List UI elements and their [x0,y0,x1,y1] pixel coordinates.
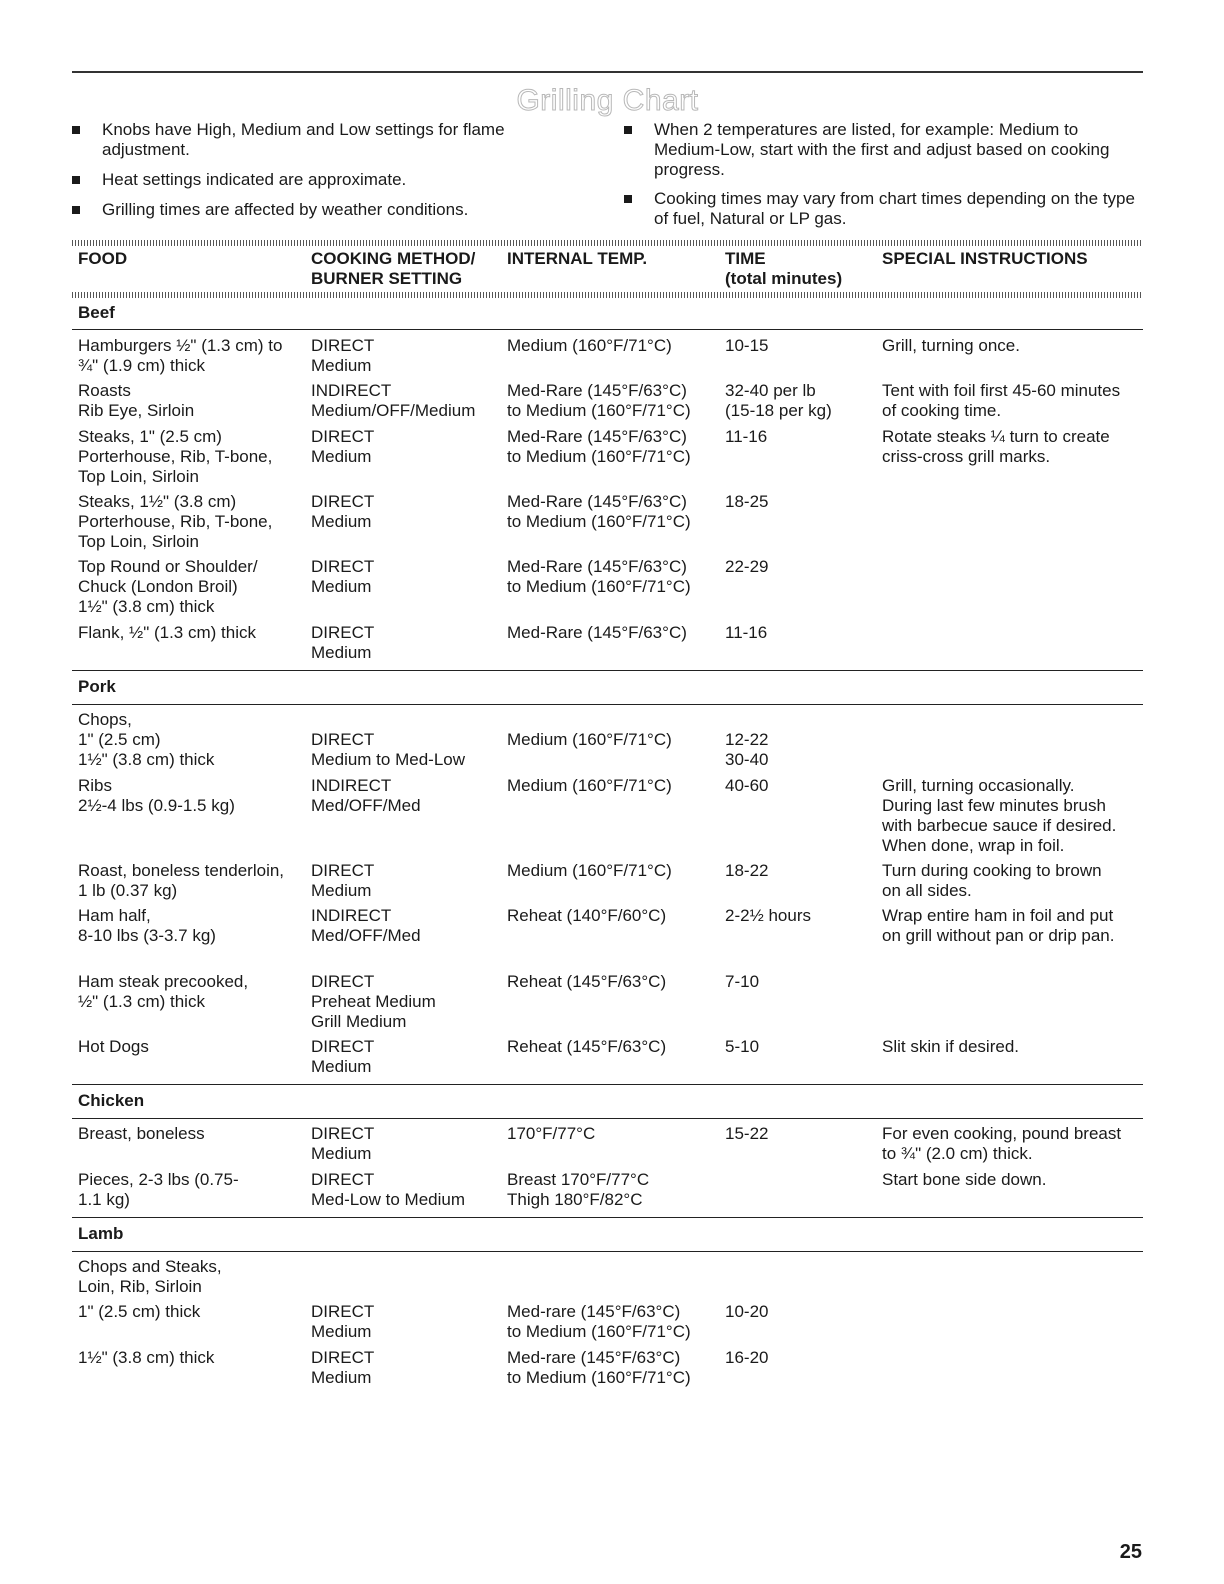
note-item [72,200,542,220]
cell-food: Breast, boneless [78,1124,205,1143]
category-rule [72,329,1143,330]
chart-title: Grilling Chart [516,84,699,117]
cell-temp: Reheat (145°F/63°C) [507,1037,667,1056]
bullet-icon [72,126,80,134]
cell-food: Hamburgers ½" (1.3 cm) to ¾" (1.9 cm) thick [78,336,283,375]
cell-method: INDIRECT Medium/OFF/Medium [311,381,476,420]
category-label: Chicken [78,1091,145,1110]
notes-right [624,120,1143,239]
cell-method: DIRECT Preheat Medium Grill Medium [311,972,436,1031]
cell-time: 18-22 [725,861,769,880]
table-header [72,249,1143,291]
cell-food: Top Round or Shoulder/ Chuck (London Broil) 1½" (3.8 cm) thick [78,557,258,616]
cell-time: 40-60 [725,776,769,795]
notes-left [72,120,542,230]
cell-time: 10-20 [725,1302,769,1321]
hatch-divider-top [72,240,1143,246]
category-chicken [72,1088,1143,1114]
cell-temp: Breast 170°F/77°C Thigh 180°F/82°C [507,1170,650,1209]
cell-temp: Medium (160°F/71°C) [507,861,672,880]
cell-instructions: For even cooking, pound breast to ¾" (2.0 cm) thick. [882,1124,1122,1163]
cell-instructions: Grill, turning once. [882,336,1020,355]
cell-food: 1½" (3.8 cm) thick [78,1348,215,1367]
cell-instructions: Slit skin if desired. [882,1037,1019,1056]
note-text: Grilling times are affected by weather conditions. [102,200,469,219]
cell-food: Hot Dogs [78,1037,149,1056]
cell-temp: Medium (160°F/71°C) [507,730,672,749]
bullet-icon [72,206,80,214]
cell-instructions: Turn during cooking to brown on all sides. [882,861,1102,900]
cell-method: DIRECT Medium [311,492,375,531]
cell-food: Steaks, 1½" (3.8 cm) Porterhouse, Rib, T-bone, Top Loin, Sirloin [78,492,273,551]
cell-temp: Med-rare (145°F/63°C) to Medium (160°F/71°C) [507,1348,691,1387]
header-temp: INTERNAL TEMP. [507,249,648,268]
cell-method: DIRECT Medium to Med-Low [311,730,466,769]
note-item [624,189,1143,229]
cell-food: Roasts Rib Eye, Sirloin [78,381,195,420]
cell-method: DIRECT Medium [311,861,375,900]
cell-temp: Medium (160°F/71°C) [507,336,672,355]
cell-instructions: Start bone side down. [882,1170,1047,1189]
cell-method: DIRECT Medium [311,1037,375,1076]
cell-time: 7-10 [725,972,760,991]
cell-instructions: Wrap entire ham in foil and put on grill without pan or drip pan. [882,906,1115,945]
cell-food: Chops, 1" (2.5 cm) 1½" (3.8 cm) thick [78,710,215,769]
bullet-icon [72,176,80,184]
cell-instructions: Grill, turning occasionally. During last few minutes brush with barbecue sauce if desired. When done, wrap in foil. [882,776,1117,855]
cell-time: 18-25 [725,492,769,511]
cell-method: DIRECT Med-Low to Medium [311,1170,466,1209]
note-text: Knobs have High, Medium and Low settings for flame adjustment. [102,120,505,159]
category-rule [72,1217,1143,1218]
cell-time: 5-10 [725,1037,760,1056]
cell-time: 11-16 [725,427,768,446]
header-method: COOKING METHOD/ BURNER SETTING [311,249,476,288]
cell-temp: Med-Rare (145°F/63°C) to Medium (160°F/71°C) [507,427,691,466]
note-text: Cooking times may vary from chart times depending on the type of fuel, Natural or LP gas. [654,189,1135,228]
bullet-icon [624,126,632,134]
bullet-icon [624,195,632,203]
note-item [72,170,542,190]
cell-food: Chops and Steaks, Loin, Rib, Sirloin [78,1257,222,1296]
cell-temp: Reheat (145°F/63°C) [507,972,667,991]
category-label: Beef [78,303,115,322]
category-beef [72,300,1143,326]
category-pork [72,674,1143,700]
category-rule [72,670,1143,671]
cell-temp: Med-Rare (145°F/63°C) to Medium (160°F/71°C) [507,492,691,531]
cell-temp: Med-Rare (145°F/63°C) to Medium (160°F/71°C) [507,381,691,420]
cell-temp: Medium (160°F/71°C) [507,776,672,795]
cell-food: Ham steak precooked, ½" (1.3 cm) thick [78,972,249,1011]
cell-time: 10-15 [725,336,769,355]
note-text: When 2 temperatures are listed, for example: Medium to Medium-Low, start with the first and adjust based on cooking progress. [654,120,1110,179]
cell-time: 16-20 [725,1348,769,1367]
cell-temp: Med-Rare (145°F/63°C) [507,623,687,642]
cell-method: DIRECT Medium [311,336,375,375]
cell-instructions: Tent with foil first 45-60 minutes of cooking time. [882,381,1121,420]
cell-method: DIRECT Medium [311,1302,375,1341]
category-label: Lamb [78,1224,124,1243]
cell-food: Roast, boneless tenderloin, 1 lb (0.37 kg) [78,861,285,900]
header-time: TIME (total minutes) [725,249,843,288]
cell-method: DIRECT Medium [311,1124,375,1163]
cell-method: DIRECT Medium [311,1348,375,1387]
cell-food: Ribs 2½-4 lbs (0.9-1.5 kg) [78,776,235,815]
cell-time: 22-29 [725,557,769,576]
cell-method: DIRECT Medium [311,427,375,466]
cell-method: INDIRECT Med/OFF/Med [311,906,421,945]
cell-food: Ham half, 8-10 lbs (3-3.7 kg) [78,906,216,945]
top-rule [72,71,1143,73]
category-rule [72,1118,1143,1119]
cell-time: 12-22 30-40 [725,730,769,769]
category-rule [72,704,1143,705]
note-item [624,120,1143,180]
hatch-divider-bottom [72,292,1143,298]
note-item [72,120,542,160]
category-rule [72,1084,1143,1085]
cell-food: 1" (2.5 cm) thick [78,1302,201,1321]
header-instructions: SPECIAL INSTRUCTIONS [882,249,1088,268]
category-label: Pork [78,677,116,696]
cell-time: 15-22 [725,1124,769,1143]
cell-food: Steaks, 1" (2.5 cm) Porterhouse, Rib, T-bone, Top Loin, Sirloin [78,427,273,486]
cell-method: INDIRECT Med/OFF/Med [311,776,421,815]
cell-temp: Med-rare (145°F/63°C) to Medium (160°F/71°C) [507,1302,691,1341]
cell-temp: Reheat (140°F/60°C) [507,906,667,925]
cell-method: DIRECT Medium [311,557,375,596]
cell-temp: 170°F/77°C [507,1124,596,1143]
cell-food: Flank, ½" (1.3 cm) thick [78,623,256,642]
page-number: 25 [1119,1541,1142,1563]
cell-food: Pieces, 2-3 lbs (0.75- 1.1 kg) [78,1170,239,1209]
cell-time: 2-2½ hours [725,906,811,925]
cell-temp: Med-Rare (145°F/63°C) to Medium (160°F/71°C) [507,557,691,596]
cell-time: 11-16 [725,623,768,642]
cell-time: 32-40 per lb (15-18 per kg) [725,381,832,420]
cell-method: DIRECT Medium [311,623,375,662]
category-lamb [72,1221,1143,1247]
note-text: Heat settings indicated are approximate. [102,170,407,189]
cell-instructions: Rotate steaks ¼ turn to create criss-cross grill marks. [882,427,1110,466]
category-rule [72,1251,1143,1252]
header-food: FOOD [78,249,128,268]
